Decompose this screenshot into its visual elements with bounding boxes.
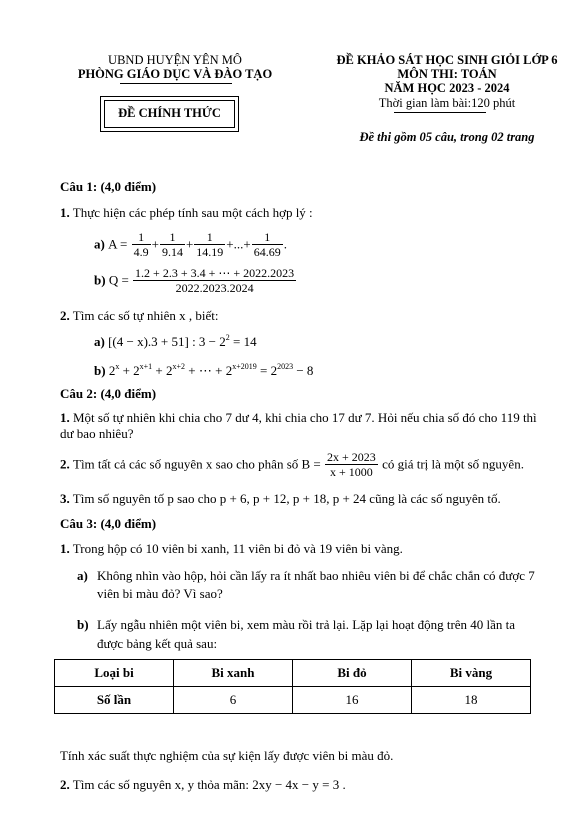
q2-part2-label: 2. xyxy=(60,456,70,472)
table-cell: 6 xyxy=(174,687,293,714)
q1-a-label: a) xyxy=(94,236,105,252)
q1-part1-text: Thực hiện các phép tính sau một cách hợp lý : xyxy=(72,205,313,220)
q1-c-label: a) xyxy=(94,334,105,349)
table-cell: 18 xyxy=(412,687,531,714)
q1-c-exp: 2 xyxy=(225,333,230,342)
results-table xyxy=(54,659,531,714)
q1-a-end: . xyxy=(283,236,287,252)
q2-part3-label: 3. xyxy=(60,491,70,506)
q2-part3 xyxy=(60,491,501,507)
q1-d-expression: b) $2^x + 2^{x+1} + 2^{x+2}$ + ⋯ + $2^{x+2019} = 2^{2023} - 8$ xyxy=(94,362,314,378)
q1-a-plus: + xyxy=(185,236,194,252)
q1-title: Câu 1: (4,0 điểm) xyxy=(60,179,157,194)
q2-part1-text: Một số tự nhiên khi chia cho 7 dư 4, khi chia cho 17 dư 7. Hỏi nếu chia số đó cho 119 thì xyxy=(73,410,537,425)
q1-part2 xyxy=(60,308,218,324)
q3-part2-label: 2. xyxy=(60,777,70,792)
q3-part1-text: Trong hộp có 10 viên bi xanh, 11 viên bi đỏ và 19 viên bi vàng. xyxy=(72,541,403,556)
q2-title: Câu 2: (4,0 điểm) xyxy=(60,386,157,401)
table-header-cell: Bi vàng xyxy=(412,660,531,687)
header-left-underline xyxy=(120,83,232,84)
q2-part2-text1: Tìm tất cả các số nguyên x sao cho phân số B = xyxy=(73,456,321,472)
q1-c-expr: [(4 − x).3 + 51] : 3 − 2 xyxy=(108,334,226,349)
q1-part2-label: 2. xyxy=(60,308,70,323)
table-header-cell: Bi xanh xyxy=(174,660,293,687)
table-header-cell: Loại bi xyxy=(55,660,174,687)
q1-a-frac-3: $\frac{1}{14.19}$ xyxy=(196,230,224,259)
header-left-line2: PHÒNG GIÁO DỤC VÀ ĐÀO TẠO xyxy=(77,67,273,81)
q3-title: Câu 3: (4,0 điểm) xyxy=(60,516,157,531)
table-header-row xyxy=(55,660,531,687)
header-right-line3: NĂM HỌC 2023 - 2024 xyxy=(384,81,510,95)
header-right-underline xyxy=(394,112,486,113)
q1-a-frac-4: $\frac{1}{64.69}$ xyxy=(253,230,281,259)
q3-a-label: a) xyxy=(77,568,88,583)
q2-fraction-B: $\frac{2x + 2023}{x + 1000}$ xyxy=(327,450,376,479)
header-right-line2: MÔN THI: TOÁN xyxy=(397,67,497,81)
q1-b-fraction xyxy=(133,266,296,295)
q1-part2-text: Tìm các số tự nhiên x , biết: xyxy=(72,308,219,323)
q2-part1-line1 xyxy=(60,410,537,426)
table-header-cell: Bi đỏ xyxy=(293,660,412,687)
q1-c-rhs: = 14 xyxy=(229,334,257,349)
q1-a-dots: +...+ xyxy=(226,236,251,252)
header-right-line1: ĐỀ KHẢO SÁT HỌC SINH GIỎI LỚP 6 xyxy=(336,53,558,67)
q1-a-expression xyxy=(94,230,287,259)
q1-b-lhs: Q = xyxy=(108,272,129,288)
q1-a-frac-1: $\frac{1}{4.9}$ xyxy=(133,230,149,259)
q3-a-line1: Không nhìn vào hộp, hỏi cần lấy ra ít nhất bao nhiêu viên bi để chắc chắn có được 7 xyxy=(97,568,535,583)
exam-time: Thời gian làm bài:120 phút xyxy=(378,96,516,110)
q2-part2 xyxy=(60,450,524,479)
header-left-line1: UBND HUYỆN YÊN MÔ xyxy=(108,53,242,67)
exam-info: Đề thi gồm 05 câu, trong 02 trang xyxy=(359,130,535,144)
q3-b-label: b) xyxy=(77,617,89,632)
q1-part1 xyxy=(60,205,313,221)
q1-b-expression xyxy=(94,266,297,295)
q3-part2 xyxy=(60,777,346,793)
table-cell: Số lần xyxy=(55,687,174,714)
q3-b-line1: Lấy ngẫu nhiên một viên bi, xem màu rồi trả lại. Lặp lại hoạt động trên 40 lần ta xyxy=(97,617,516,632)
q3-a-line2: viên bi màu đỏ? Vì sao? xyxy=(97,586,223,601)
official-label: ĐỀ CHÍNH THỨC xyxy=(118,106,221,120)
q2-part2-text2: có giá trị là một số nguyên. xyxy=(382,456,524,472)
q3-part1-label: 1. xyxy=(60,541,70,556)
q1-d-label: b) xyxy=(94,363,106,378)
q3-b-line2: được bảng kết quả sau: xyxy=(97,636,218,651)
q1-c-expression xyxy=(94,333,257,350)
q1-a-lhs: A = xyxy=(108,236,128,252)
q3-probability-text: Tính xác suất thực nghiệm của sự kiện lấy được viên bi màu đỏ. xyxy=(60,748,394,763)
table-cell: 16 xyxy=(293,687,412,714)
q1-a-plus: + xyxy=(151,236,159,252)
q1-part1-label: 1. xyxy=(60,205,70,220)
q2-part3-text: Tìm số nguyên tố p sao cho p + 6, p + 12, p + 18, p + 24 cũng là các số nguyên tố. xyxy=(72,491,501,506)
q3-part2-text: Tìm các số nguyên x, y thỏa mãn: 2xy − 4x − y = 3 . xyxy=(72,777,346,792)
q1-b-den: 2022.2023.2024 xyxy=(133,280,296,295)
q1-b-num: 1.2 + 2.3 + 3.4 + ⋯ + 2022.2023 xyxy=(135,266,295,280)
q3-part1 xyxy=(60,541,403,557)
q1-b-label: b) xyxy=(94,272,106,288)
q2-part1-line2: dư bao nhiêu? xyxy=(60,426,134,441)
table-row xyxy=(55,687,531,714)
q2-part1-label: 1. xyxy=(60,410,70,425)
q1-a-frac-2: $\frac{1}{9.14}$ xyxy=(161,230,183,259)
